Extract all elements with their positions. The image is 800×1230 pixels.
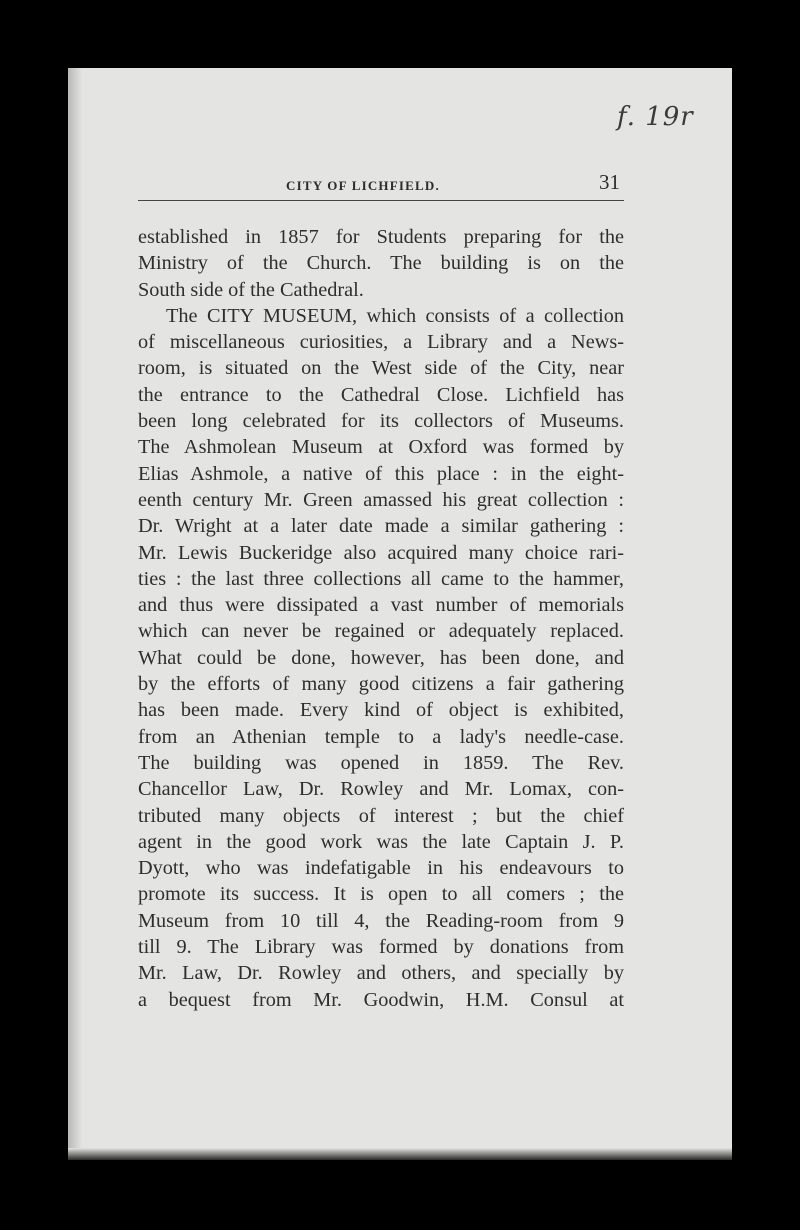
text-line: established in 1857 for Students preparing for the <box>138 226 624 248</box>
body-text <box>138 224 624 1013</box>
text-line: Mr. Lewis Buckeridge also acquired many choice rari- <box>138 541 624 564</box>
text-line: South side of the Cathedral. <box>138 278 364 301</box>
text-line: the entrance to the Cathedral Close. Lichfield has <box>138 383 624 406</box>
text-line: promote its success. It is open to all comers ; the <box>138 883 624 906</box>
text-line: from an Athenian temple to a lady's needle-case. <box>138 725 624 748</box>
text-line: tributed many objects of interest ; but the chief <box>138 804 624 827</box>
running-head <box>138 170 624 201</box>
text-line: Dr. Wright at a later date made a similar gathering : <box>138 515 624 538</box>
text-line: The CITY MUSEUM, which consists of a collection <box>166 304 624 327</box>
page-edge-shadow <box>68 68 82 1160</box>
folio-mark: f. 19r <box>617 102 694 132</box>
text-line: Elias Ashmole, a native of this place : in the eight- <box>138 462 624 485</box>
text-line: Ministry of the Church. The building is on the <box>138 252 624 275</box>
text-line: eenth century Mr. Green amassed his great collection : <box>138 488 624 511</box>
page-number: 31 <box>599 170 620 194</box>
text-line: and thus were dissipated a vast number of memorials <box>138 594 624 617</box>
text-line: Mr. Law, Dr. Rowley and others, and specially by <box>138 962 624 985</box>
text-line: been long celebrated for its collectors of Museums. <box>138 410 624 433</box>
text-line: Dyott, who was indefatigable in his endeavours to <box>138 857 624 880</box>
text-line: Chancellor Law, Dr. Rowley and Mr. Lomax, con- <box>138 778 624 801</box>
text-line: The Ashmolean Museum at Oxford was formed by <box>138 436 624 459</box>
text-line: ties : the last three collections all came to the hammer, <box>138 567 624 590</box>
text-line: Museum from 10 till 4, the Reading-room from 9 <box>138 909 624 932</box>
running-title: CITY OF LICHFIELD. <box>286 178 440 193</box>
text-line: of miscellaneous curiosities, a Library and a News- <box>138 331 624 354</box>
text-line: a bequest from Mr. Goodwin, H.M. Consul at <box>138 988 624 1011</box>
text-line: by the efforts of many good citizens a fair gathering <box>138 673 624 696</box>
page-bottom-shadow <box>68 1148 732 1160</box>
text-line: has been made. Every kind of object is exhibited, <box>138 699 624 722</box>
text-line: The building was opened in 1859. The Rev. <box>138 751 624 774</box>
text-line: What could be done, however, has been done, and <box>138 646 624 669</box>
text-line: agent in the good work was the late Captain J. P. <box>138 830 624 853</box>
text-line: which can never be regained or adequately replaced. <box>138 620 624 643</box>
text-line: till 9. The Library was formed by donations from <box>138 936 624 959</box>
text-line: room, is situated on the West side of the City, near <box>138 357 624 380</box>
book-page <box>68 68 732 1160</box>
